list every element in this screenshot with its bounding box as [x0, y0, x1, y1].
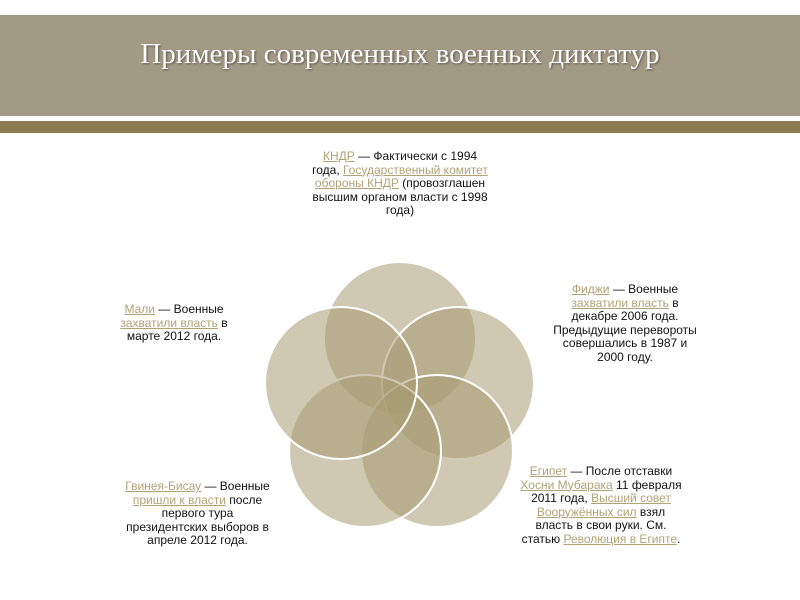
link-fiji-seized-power[interactable]: захватили власть [571, 295, 669, 310]
slide-title: Примеры современных военных диктатур [140, 38, 660, 70]
link-guinea-bissau[interactable]: Гвинея-Бисау [125, 479, 202, 493]
mali-text-1: — Военные [154, 302, 224, 316]
kndr-text-2: (провозглашен высшим органом власти с 1998 года) [312, 176, 488, 217]
link-egypt-revolution[interactable]: Революция в Египте [563, 531, 678, 546]
egypt-text-2: 11 февраля 2011 года, [531, 477, 682, 505]
link-kndr[interactable]: КНДР [322, 149, 355, 163]
link-fiji[interactable]: Фиджи [571, 282, 610, 296]
link-hosni-mubarak[interactable]: Хосни Мубарака [520, 477, 613, 492]
kndr-text-1: — Фактически с 1994 года, [312, 149, 478, 177]
mali-text-2: в марте 2012 года. [126, 315, 228, 343]
label-kndr [310, 150, 490, 218]
egypt-text-3: взял власть в свои руки. См. статью [521, 504, 667, 546]
egypt-text-1: — После отставки [567, 464, 673, 478]
circle-mali [265, 307, 417, 459]
link-mali[interactable]: Мали [124, 302, 155, 316]
label-mali [104, 303, 244, 344]
guinea-text-2: после первого тура президентских выборов в апреле 2012 года. [126, 492, 269, 547]
label-fiji [550, 283, 700, 364]
fiji-text-2: в декабре 2006 года. Предыдущие перевороты совершались в 1987 и 2000 году. [553, 295, 697, 364]
egypt-text-4: . [677, 531, 681, 546]
label-guinea-bissau [120, 480, 275, 548]
link-mali-seized-power[interactable]: захватили власть [120, 315, 218, 330]
link-came-to-power[interactable]: пришли к власти [132, 492, 226, 507]
link-supreme-council[interactable]: Высший совет Вооружённых сил [536, 491, 671, 519]
label-egypt [518, 465, 684, 546]
fiji-text-1: — Военные [609, 282, 679, 296]
guinea-text-1: — Военные [201, 479, 270, 493]
link-state-defense-committee[interactable]: Государственный комитет обороны КНДР [314, 162, 488, 190]
link-egypt[interactable]: Египет [529, 464, 568, 478]
